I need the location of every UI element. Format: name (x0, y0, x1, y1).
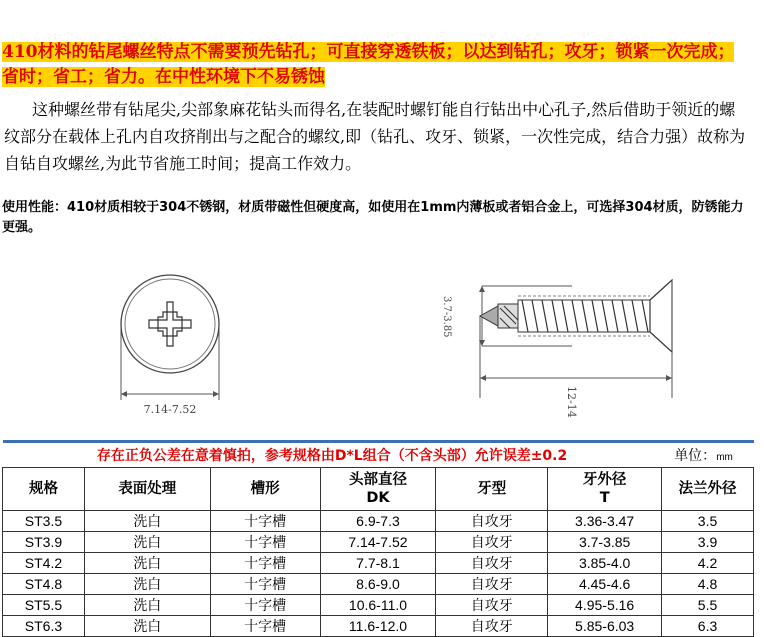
head-dim-label: 7.14-7.52 (143, 403, 197, 416)
cell-surface: 洗白 (84, 616, 210, 637)
cell-thread: 自攻牙 (436, 511, 548, 532)
cell-dk: 11.6-12.0 (320, 616, 436, 637)
countersunk-head (650, 280, 672, 352)
cell-thread: 自攻牙 (436, 595, 548, 616)
cell-surface: 洗白 (84, 595, 210, 616)
headline (2, 40, 742, 90)
screw-shank (518, 300, 650, 332)
cross-recess-outline (158, 312, 182, 336)
cell-thread: 自攻牙 (436, 574, 548, 595)
cell-slot: 十字槽 (210, 553, 320, 574)
head-inner-circle (125, 279, 215, 369)
cell-surface: 洗白 (84, 511, 210, 532)
cell-dk: 7.14-7.52 (320, 532, 436, 553)
header-spec: 规格 (3, 468, 85, 511)
cell-thread: 自攻牙 (436, 532, 548, 553)
cell-flange: 3.9 (662, 532, 754, 553)
table-row (3, 616, 754, 637)
header-thread-od (548, 468, 662, 511)
cell-t: 3.7-3.85 (548, 532, 662, 553)
cell-dk: 6.9-7.3 (320, 511, 436, 532)
table-header-row (3, 468, 754, 511)
cell-slot: 十字槽 (210, 616, 320, 637)
cell-spec: ST3.9 (3, 532, 85, 553)
cell-t: 4.95-5.16 (548, 595, 662, 616)
cell-flange: 3.5 (662, 511, 754, 532)
cell-spec: ST6.3 (3, 616, 85, 637)
table-row (3, 511, 754, 532)
cell-slot: 十字槽 (210, 511, 320, 532)
cell-spec: ST4.8 (3, 574, 85, 595)
header-surface: 表面处理 (84, 468, 210, 511)
header-head-dia-sub: DK (366, 490, 390, 506)
cell-surface: 洗白 (84, 553, 210, 574)
cell-t: 5.85-6.03 (548, 616, 662, 637)
header-head-dia-text: 头部直径 (348, 472, 407, 488)
cell-flange: 4.8 (662, 574, 754, 595)
table-note-row (3, 442, 754, 468)
cell-slot: 十字槽 (210, 574, 320, 595)
table-row (3, 595, 754, 616)
header-thread-od-sub: T (599, 490, 610, 506)
usage-note: 使用性能：410材质相较于304不锈钢，材质带磁性但硬度高，如使用在1mm内薄板或者铝合金上，可选择304材质，防锈能力更强。 (2, 200, 744, 235)
cell-surface: 洗白 (84, 574, 210, 595)
unit-label-text: 单位： (674, 447, 717, 463)
cell-t: 3.36-3.47 (548, 511, 662, 532)
screw-head-drawing (105, 272, 235, 422)
tolerance-note: 存在正负公差在意着慎拍，参考规格由D*L组合（不含头部）允许误差±0.2 (3, 442, 662, 468)
cell-slot: 十字槽 (210, 595, 320, 616)
cell-spec: ST4.2 (3, 553, 85, 574)
table-row (3, 532, 754, 553)
cell-surface: 洗白 (84, 532, 210, 553)
header-thread-type: 牙型 (436, 468, 548, 511)
arrow-right (213, 391, 219, 397)
cell-thread: 自攻牙 (436, 553, 548, 574)
thread-dim-label: 3.7-3.85 (441, 296, 452, 338)
header-thread-od-text: 牙外径 (582, 472, 627, 488)
table-row (3, 553, 754, 574)
table-body (3, 511, 754, 637)
cell-flange: 5.5 (662, 595, 754, 616)
cell-spec: ST3.5 (3, 511, 85, 532)
cell-dk: 8.6-9.0 (320, 574, 436, 595)
unit-value: mm (716, 452, 733, 463)
cell-dk: 7.7-8.1 (320, 553, 436, 574)
spec-table (2, 440, 754, 637)
unit-label (662, 442, 754, 468)
description-paragraph: 这种螺丝带有钻尾尖,尖部象麻花钻头而得名,在装配时螺钉能自行钻出中心孔子,然后借助于领近的螺纹部分在载体上孔内自攻挤削出与之配合的螺纹,即（钻孔、攻牙、锁紧，一次性完成，结合力强）故称为自钻自攻螺丝,为此节省施工时间；提高工作效力。 (4, 100, 746, 173)
header-slot: 槽形 (210, 468, 320, 511)
header-flange-od: 法兰外径 (662, 468, 754, 511)
head-outer-circle (121, 275, 219, 373)
cell-spec: ST5.5 (3, 595, 85, 616)
cell-t: 4.45-4.6 (548, 574, 662, 595)
cell-thread: 自攻牙 (436, 616, 548, 637)
cross-recess-icon (149, 302, 191, 346)
cell-t: 3.85-4.0 (548, 553, 662, 574)
headline-text: 410材料的钻尾螺丝特点不需要预先钻孔；可直接穿透铁板；以达到钻孔；攻牙；锁紧一次完成；省时；省工；省力。在中性环境下不易锈蚀 (2, 42, 735, 87)
screw-side-drawing (432, 278, 682, 418)
cell-slot: 十字槽 (210, 532, 320, 553)
header-head-dia (320, 468, 436, 511)
arrow-left (121, 391, 127, 397)
cell-flange: 4.2 (662, 553, 754, 574)
length-dim-label: 12-14 (565, 386, 578, 418)
cell-flange: 6.3 (662, 616, 754, 637)
cell-dk: 10.6-11.0 (320, 595, 436, 616)
table-row (3, 574, 754, 595)
drill-tip (480, 306, 498, 326)
